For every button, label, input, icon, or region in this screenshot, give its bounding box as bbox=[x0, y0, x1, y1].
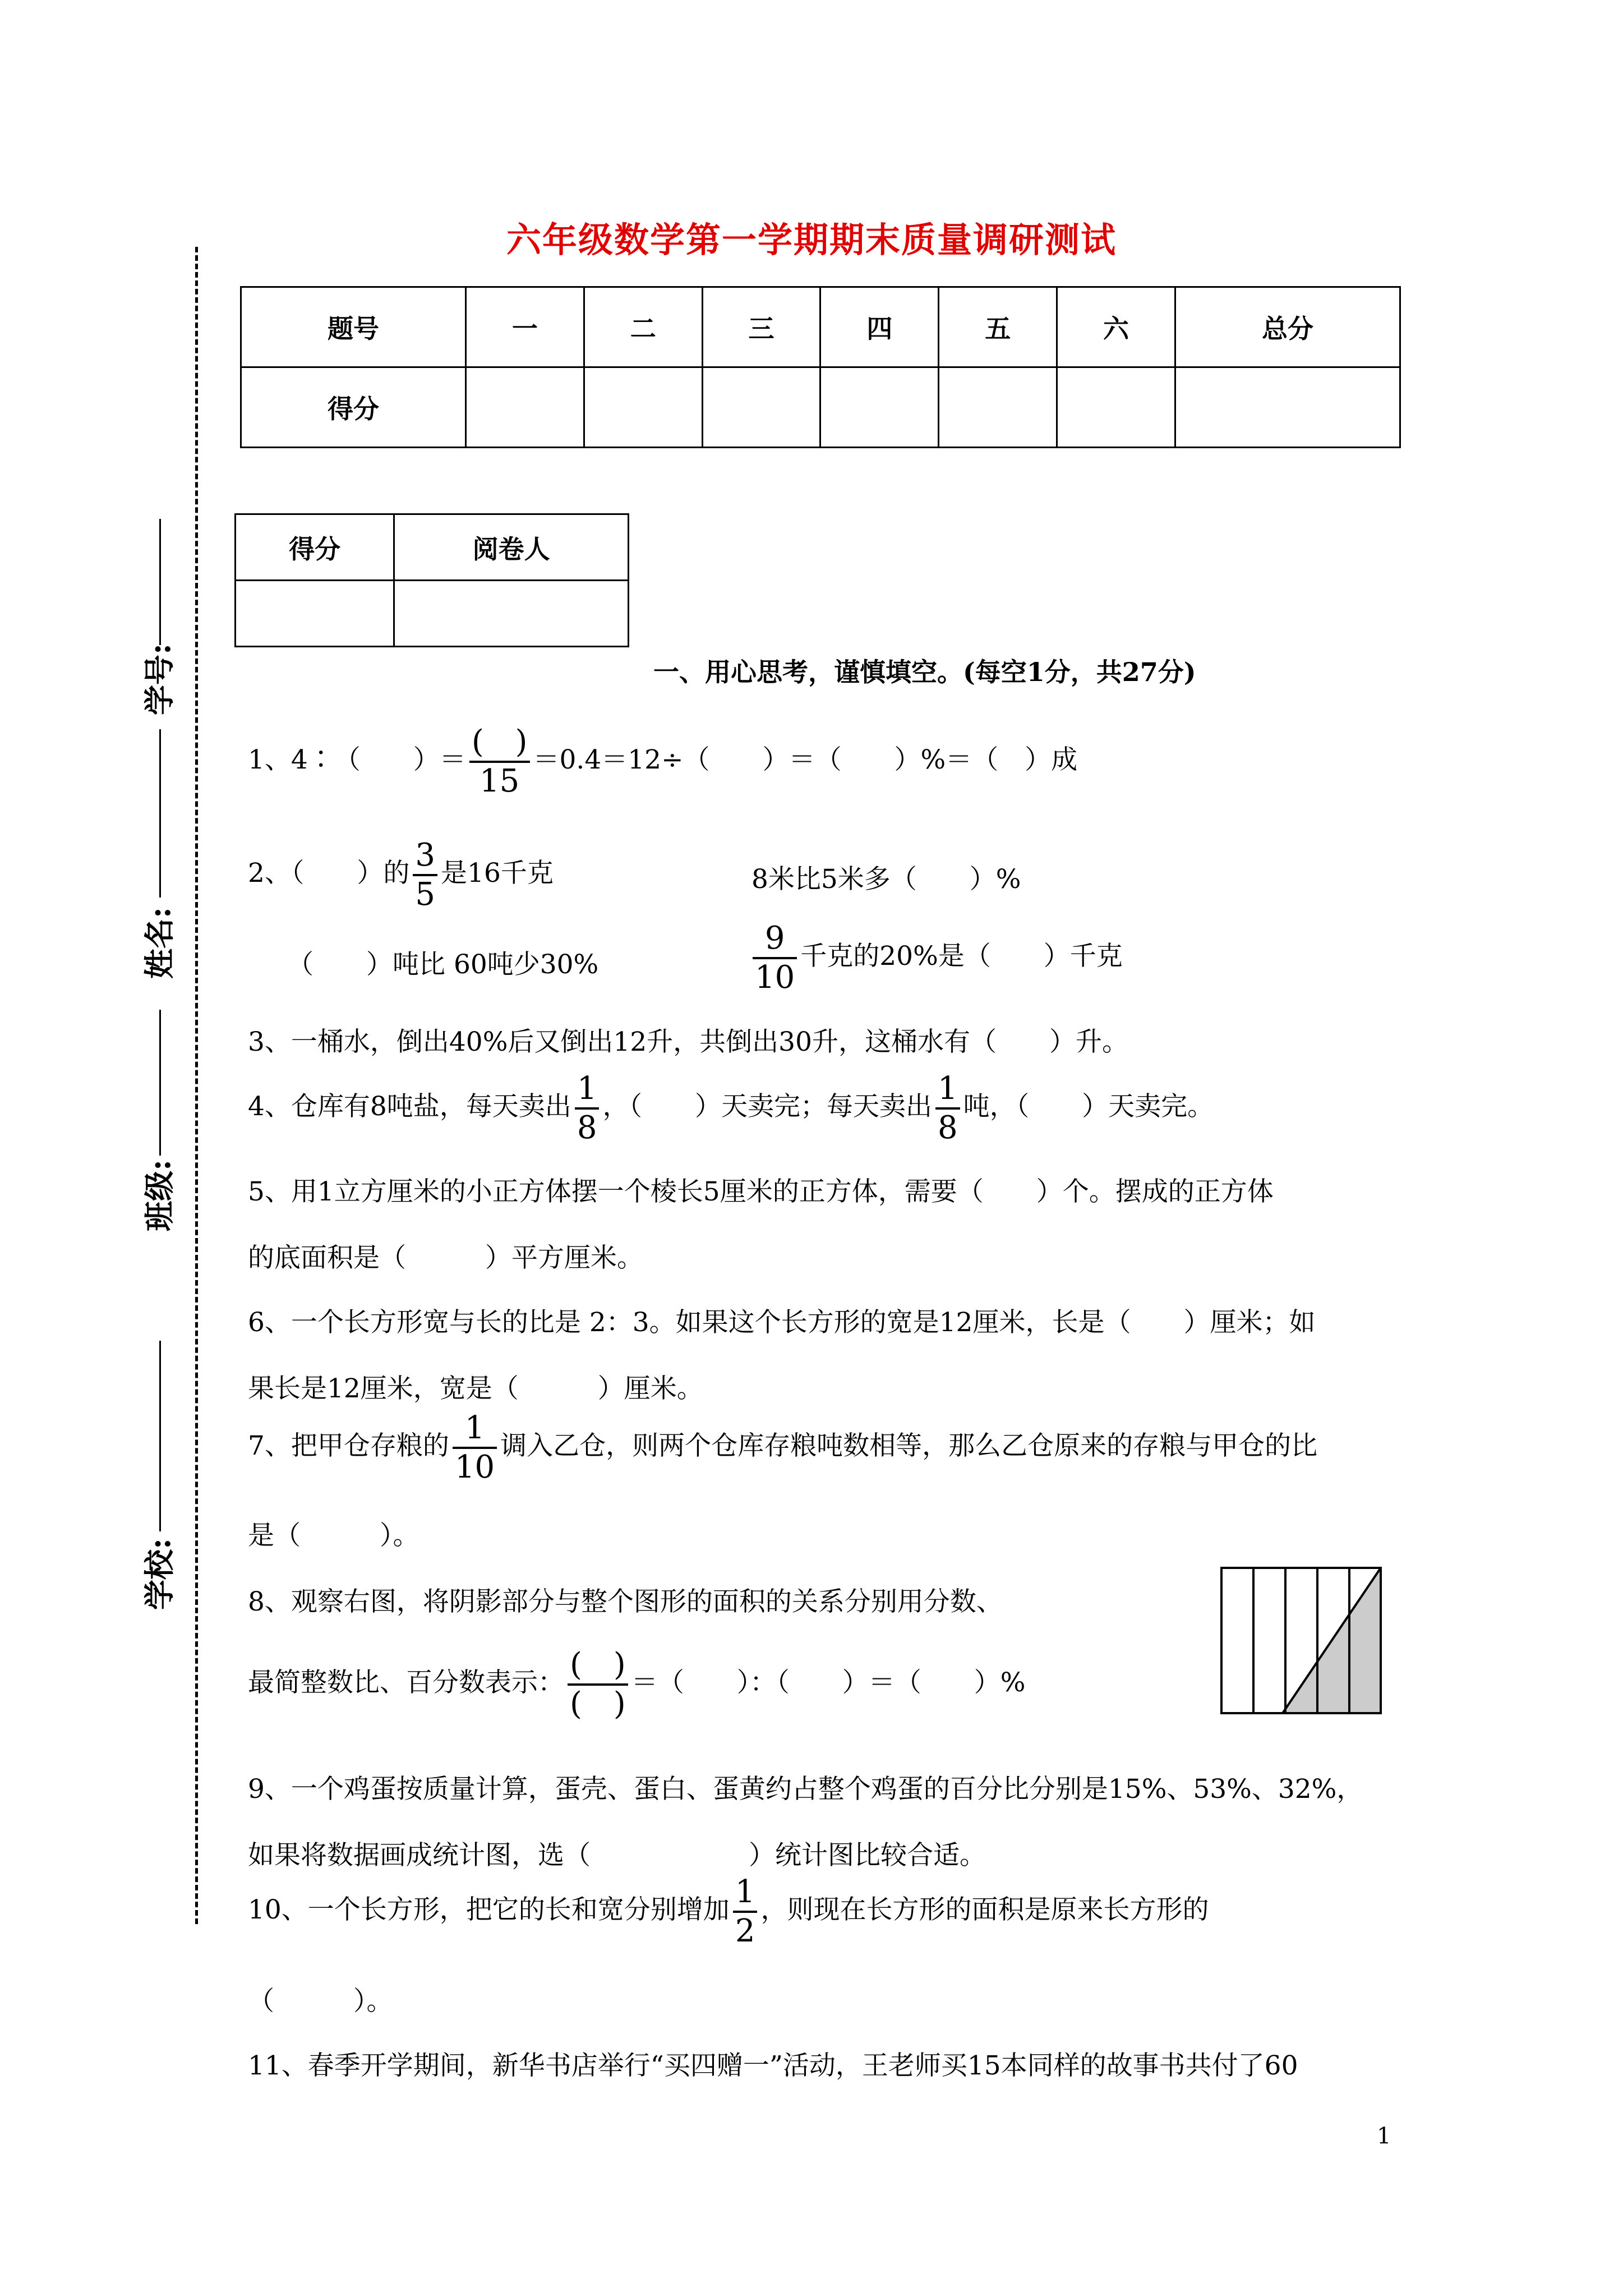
question-2a bbox=[248, 837, 554, 913]
score-header-cell: 二 bbox=[584, 287, 702, 367]
q4-part3: 吨，（ ）天卖完。 bbox=[963, 1091, 1214, 1122]
q1-frac-num[interactable]: ( ) bbox=[469, 724, 530, 763]
q2d-suffix: 千克的20%是（ ）千克 bbox=[800, 941, 1123, 972]
q7-frac-den: 10 bbox=[454, 1449, 495, 1485]
score-table-header-row bbox=[241, 287, 1400, 367]
number-underline bbox=[159, 519, 161, 645]
page-number: 1 bbox=[1377, 2123, 1391, 2149]
score-header-cell: 总分 bbox=[1175, 287, 1400, 367]
q2a-fraction bbox=[413, 837, 437, 913]
q7-frac-num: 1 bbox=[453, 1410, 497, 1449]
q4-frac2-num: 1 bbox=[935, 1070, 960, 1110]
grader-table bbox=[234, 513, 629, 647]
q10-fraction bbox=[733, 1874, 758, 1950]
question-6-line2: 果长是12厘米，宽是（ ）厘米。 bbox=[248, 1373, 703, 1404]
grader-score-cell[interactable] bbox=[236, 581, 394, 647]
q7-suffix: 调入乙仓，则两个仓库存粮吨数相等，那么乙仓原来的存粮与甲仓的比 bbox=[500, 1430, 1318, 1461]
q4-frac1-den: 8 bbox=[577, 1110, 597, 1146]
grader-name-cell[interactable] bbox=[394, 581, 629, 647]
exam-title: 六年级数学第一学期期末质量调研测试 bbox=[506, 219, 1117, 260]
q4-part2: ，（ ）天卖完；每天卖出 bbox=[602, 1091, 932, 1122]
question-9-line2: 如果将数据画成统计图，选（ ）统计图比较合适。 bbox=[248, 1840, 986, 1871]
q4-frac1-num: 1 bbox=[575, 1070, 600, 1110]
q2d-fraction bbox=[753, 920, 797, 996]
q1-suffix: ＝0.4＝12÷（ ）＝（ ）%＝（ ）成 bbox=[533, 744, 1078, 775]
q8-prefix: 最简整数比、百分数表示： bbox=[248, 1667, 564, 1698]
question-6-line1: 6、一个长方形宽与长的比是 2：3。如果这个长方形的宽是12厘米，长是（ ）厘米；如 bbox=[248, 1307, 1316, 1338]
score-header-cell: 三 bbox=[702, 287, 820, 367]
school-underline bbox=[159, 1341, 161, 1531]
question-2d bbox=[749, 920, 1123, 996]
question-10-line1 bbox=[248, 1874, 1209, 1950]
q8-figure bbox=[1220, 1566, 1388, 1715]
score-input-cell[interactable] bbox=[820, 367, 939, 448]
class-label: 班级: bbox=[141, 1159, 177, 1231]
q7-fraction bbox=[453, 1410, 497, 1486]
school-label: 学校: bbox=[141, 1538, 177, 1610]
q10-prefix: 10、一个长方形，把它的长和宽分别增加 bbox=[248, 1894, 730, 1925]
score-input-cell[interactable] bbox=[465, 367, 584, 448]
score-header-cell: 五 bbox=[939, 287, 1057, 367]
score-header-cell: 一 bbox=[465, 287, 584, 367]
question-2b: 8米比5米多（ ）% bbox=[751, 864, 1021, 895]
binding-dashed-line bbox=[195, 247, 198, 1924]
q7-prefix: 7、把甲仓存粮的 bbox=[248, 1430, 449, 1461]
q2d-frac-den: 10 bbox=[755, 959, 795, 996]
question-4 bbox=[248, 1070, 1214, 1147]
question-3: 3、一桶水，倒出40%后又倒出12升，共倒出30升，这桶水有（ ）升。 bbox=[248, 1027, 1128, 1057]
q10-suffix: ，则现在长方形的面积是原来长方形的 bbox=[760, 1894, 1209, 1925]
score-input-cell[interactable] bbox=[939, 367, 1057, 448]
q10-frac-den: 2 bbox=[735, 1913, 755, 1949]
class-underline bbox=[159, 1010, 161, 1156]
grader-score-header: 得分 bbox=[236, 514, 394, 581]
q2a-suffix: 是16千克 bbox=[441, 858, 554, 889]
student-name-label: 姓名: bbox=[141, 907, 177, 979]
q4-fraction-2 bbox=[935, 1070, 960, 1147]
question-8-line2 bbox=[248, 1646, 1025, 1723]
score-header-cell: 四 bbox=[820, 287, 939, 367]
score-row-label: 得分 bbox=[241, 367, 466, 448]
q1-frac-den: 15 bbox=[479, 763, 520, 799]
q2a-frac-den: 5 bbox=[415, 876, 436, 913]
student-number-label: 学号: bbox=[141, 643, 177, 715]
question-5-line1: 5、用1立方厘米的小正方体摆一个棱长5厘米的正方体，需要（ ）个。摆成的正方体 bbox=[248, 1176, 1274, 1207]
score-header-cell: 六 bbox=[1057, 287, 1175, 367]
q8-fraction bbox=[568, 1646, 628, 1723]
score-header-cell: 题号 bbox=[241, 287, 466, 367]
section-1-heading: 一、用心思考，谨慎填空。(每空1分，共27分) bbox=[653, 657, 1196, 687]
grader-name-header: 阅卷人 bbox=[394, 514, 629, 581]
score-input-cell[interactable] bbox=[1175, 367, 1400, 448]
q1-prefix: 1、4∶（ ）＝ bbox=[248, 744, 466, 775]
question-8-line1: 8、观察右图，将阴影部分与整个图形的面积的关系分别用分数、 bbox=[248, 1586, 1003, 1617]
q4-fraction-1 bbox=[575, 1070, 600, 1147]
score-table-score-row bbox=[241, 367, 1400, 448]
name-underline bbox=[159, 729, 161, 898]
score-table bbox=[240, 286, 1401, 448]
q4-frac2-den: 8 bbox=[937, 1110, 958, 1146]
q8-frac-den[interactable]: ( ) bbox=[570, 1686, 626, 1722]
q2a-frac-num: 3 bbox=[413, 837, 437, 876]
score-input-cell[interactable] bbox=[702, 367, 820, 448]
question-10-line2: （ ）。 bbox=[248, 1986, 393, 2017]
q1-fraction bbox=[469, 724, 530, 800]
q2a-prefix: 2、（ ）的 bbox=[248, 858, 410, 889]
question-7-line2: 是（ ）。 bbox=[248, 1520, 419, 1551]
q4-part1: 4、仓库有8吨盐，每天卖出 bbox=[248, 1091, 571, 1122]
question-1 bbox=[248, 724, 1077, 800]
score-input-cell[interactable] bbox=[584, 367, 702, 448]
question-5-line2: 的底面积是（ ）平方厘米。 bbox=[248, 1243, 643, 1273]
q2d-frac-num: 9 bbox=[753, 920, 797, 959]
q8-frac-num[interactable]: ( ) bbox=[568, 1646, 628, 1686]
score-input-cell[interactable] bbox=[1057, 367, 1175, 448]
question-9-line1: 9、一个鸡蛋按质量计算，蛋壳、蛋白、蛋黄约占整个鸡蛋的百分比分别是15%、53%、32%， bbox=[248, 1774, 1363, 1805]
q10-frac-num: 1 bbox=[733, 1874, 758, 1913]
question-7-line1 bbox=[248, 1410, 1317, 1486]
question-2c: （ ）吨比 60吨少30% bbox=[287, 949, 599, 980]
question-11: 11、春季开学期间，新华书店举行“买四赠一”活动，王老师买15本同样的故事书共付了60 bbox=[248, 2050, 1298, 2081]
q8-suffix: ＝（ ）：（ ）＝（ ）% bbox=[631, 1667, 1026, 1698]
